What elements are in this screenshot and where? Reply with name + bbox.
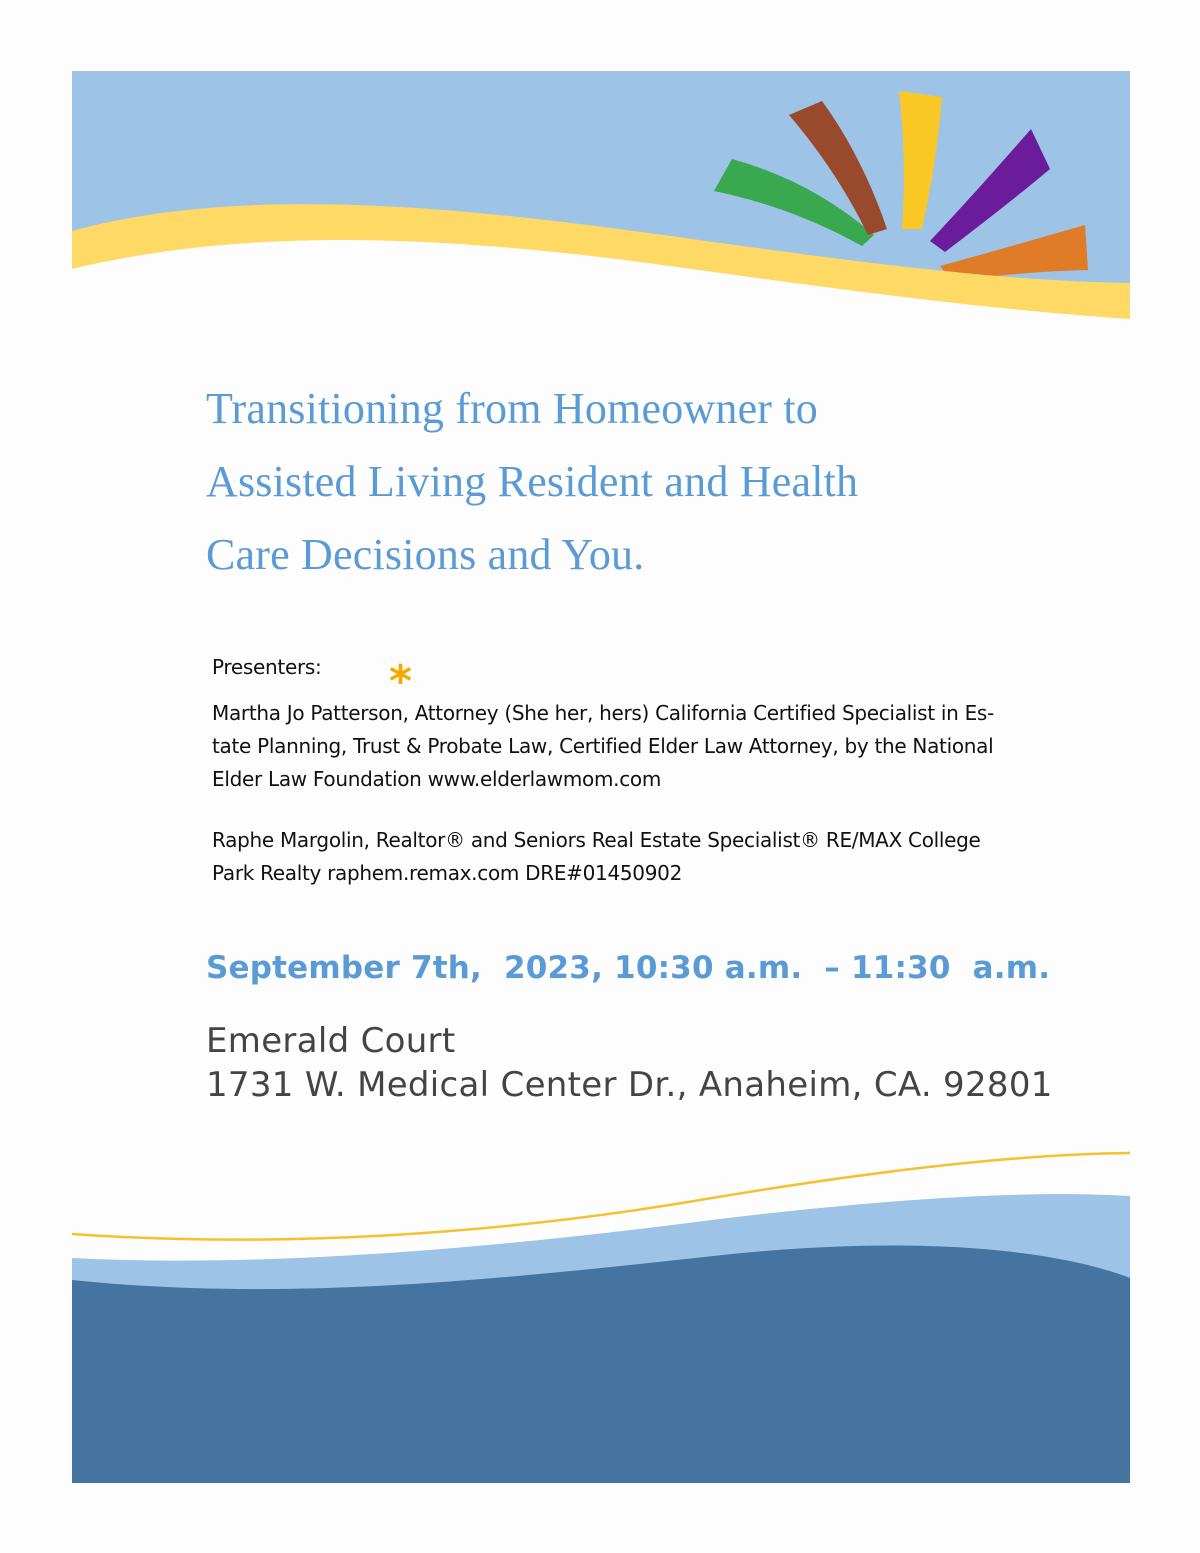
presenter2-line-1: Raphe Margolin, Realtor® and Seniors Real Estate Specialist® RE/MAX College [212, 828, 981, 852]
presenters-label: Presenters: [212, 655, 322, 679]
flyer-title-line-1: Transitioning from Homeowner to [206, 384, 818, 433]
presenter1-line-1: Martha Jo Patterson, Attorney (She her, hers) California Certified Specialist in Es- [212, 701, 994, 725]
flyer-title-line-3: Care Decisions and You. [206, 530, 645, 579]
flyer-title-line-2: Assisted Living Resident and Health [206, 457, 859, 506]
footer-banner [72, 1148, 1130, 1483]
event-date-time: September 7th, 2023, 10:30 a.m. – 11:30 a.m. [206, 950, 1051, 986]
presenter1-line-2: tate Planning, Trust & Probate Law, Certified Elder Law Attorney, by the National [212, 734, 994, 758]
venue-address: 1731 W. Medical Center Dr., Anaheim, CA. 92801 [206, 1065, 1053, 1105]
asterisk-mark: * [389, 656, 413, 707]
presenter1-line-3: Elder Law Foundation www.elderlawmom.com [212, 767, 662, 791]
venue-name: Emerald Court [206, 1021, 456, 1061]
header-banner [72, 71, 1130, 321]
presenter2-line-2: Park Realty raphem.remax.com DRE#01450902 [212, 861, 683, 885]
